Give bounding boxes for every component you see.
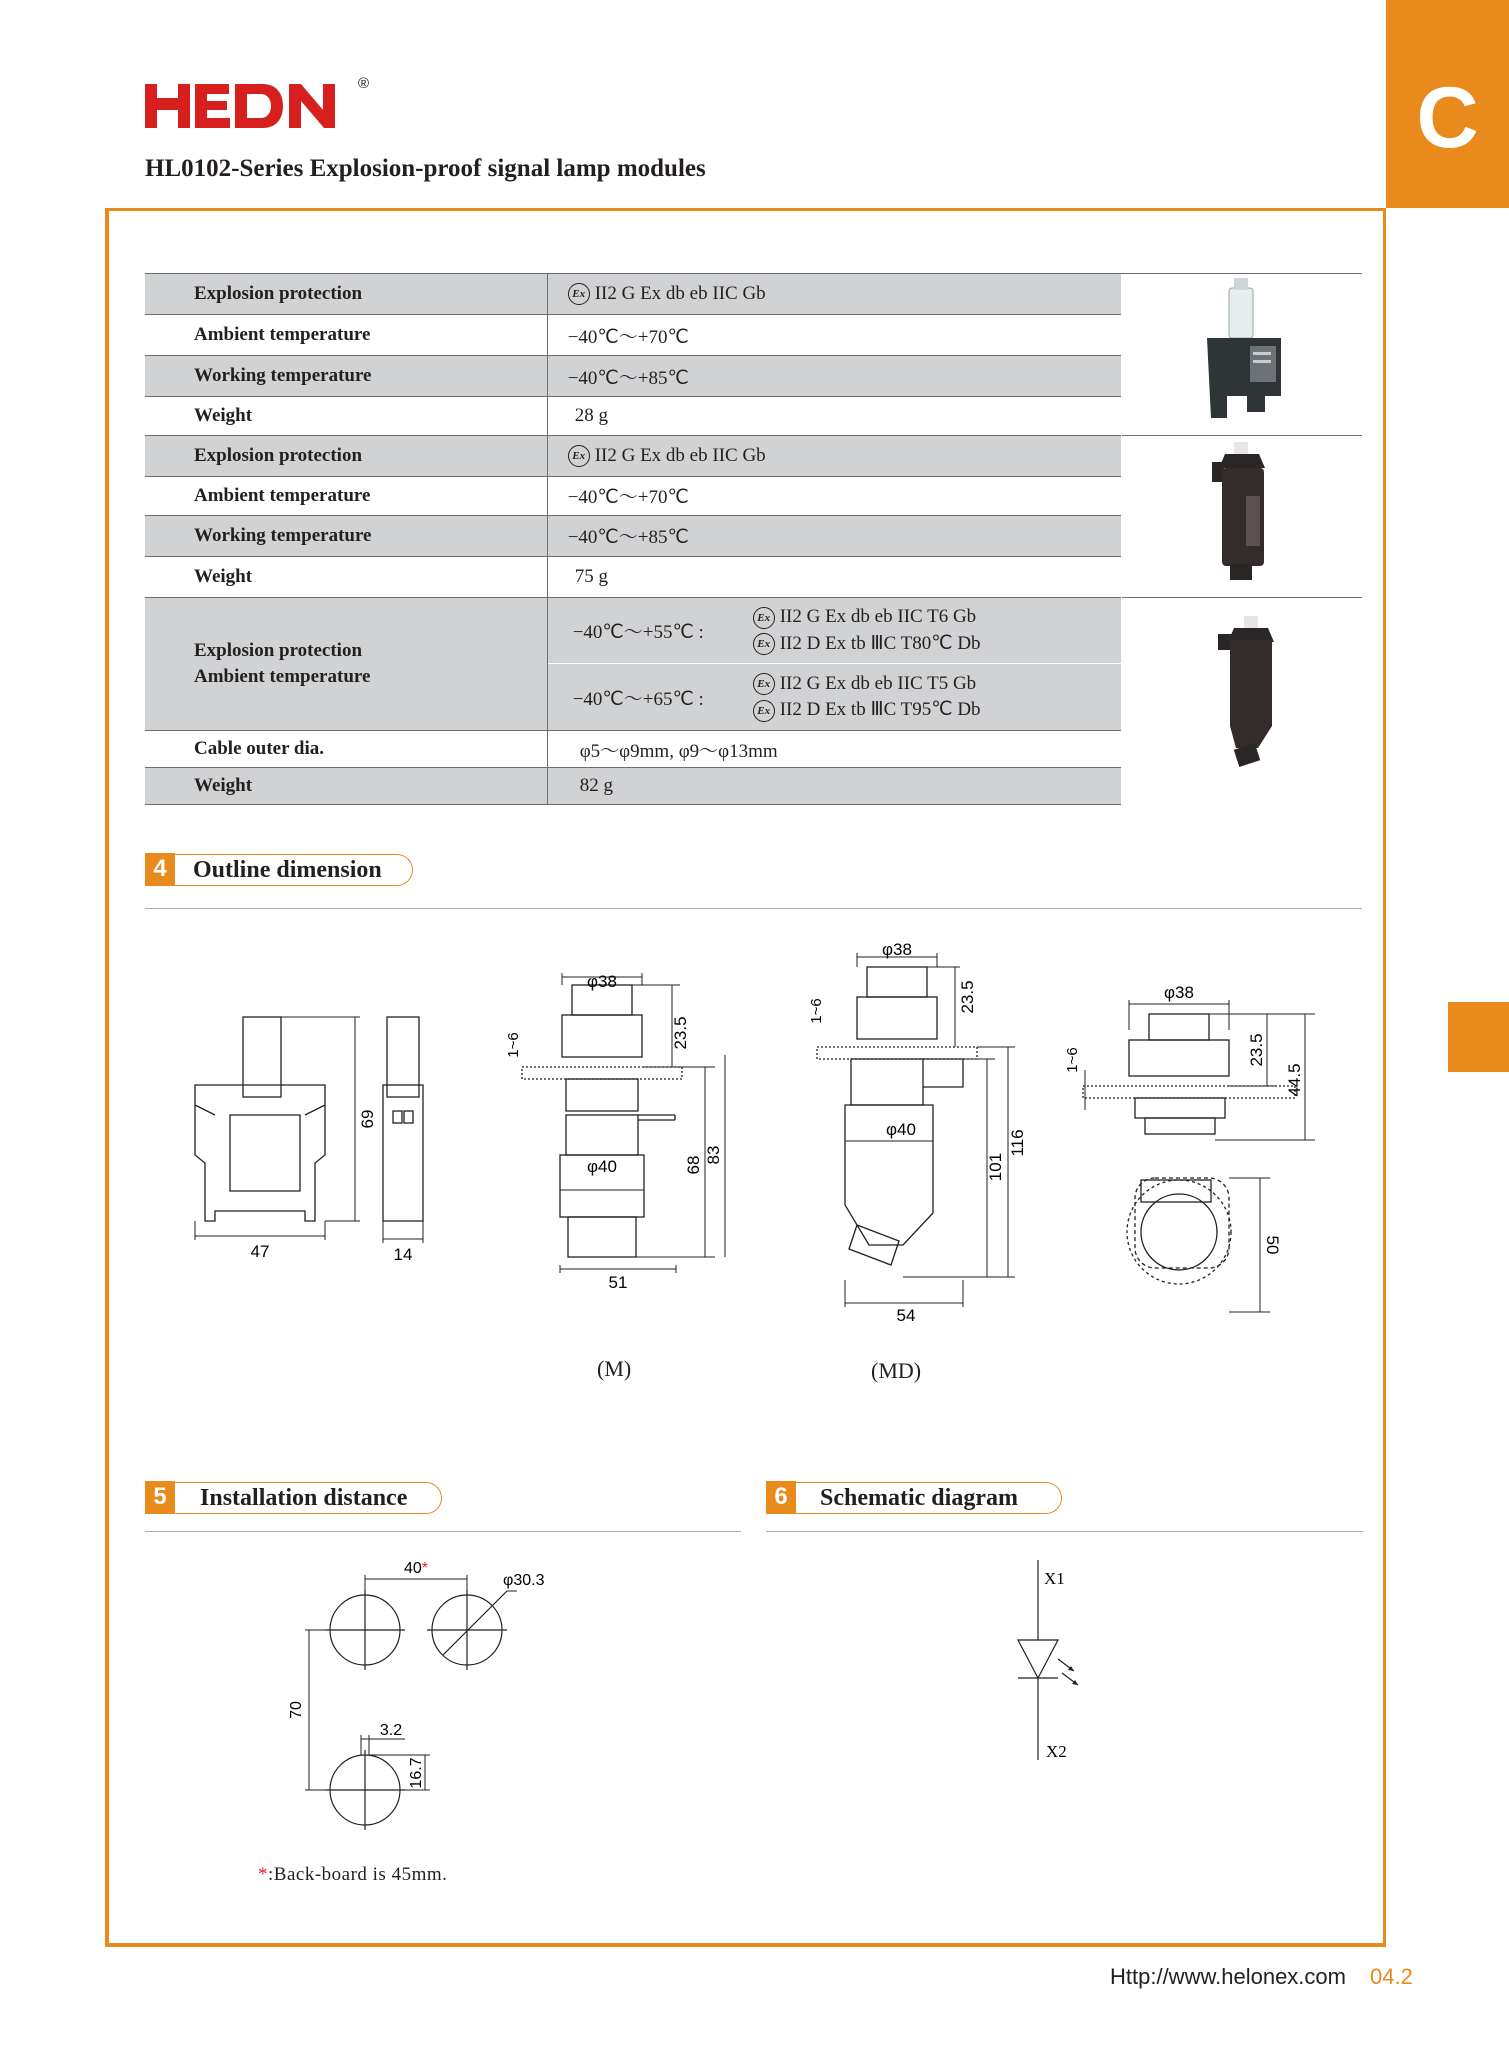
dim-height: 69 — [358, 1109, 377, 1129]
section-tab-letter: C — [1386, 0, 1509, 208]
row-label: Cable outer dia. — [145, 730, 547, 767]
document-title: HL0102-Series Explosion-proof signal lamp modules — [145, 155, 706, 182]
row-label: Weight — [145, 556, 547, 597]
dim-mid-dia: φ40 — [886, 1120, 916, 1139]
table-row — [145, 436, 1362, 477]
dim-panel: 1~6 — [808, 998, 825, 1024]
row-label: Weight — [145, 397, 547, 436]
svg-text:®: ® — [358, 75, 370, 92]
dim-top-dia: φ38 — [882, 940, 912, 959]
row-value: −40℃～+70℃ — [547, 315, 1121, 356]
row-label: Ambient temperature — [145, 315, 547, 356]
dim-top-dia: φ38 — [587, 972, 617, 991]
dim-head: 23.5 — [671, 1016, 690, 1050]
section-header-schematic: 6 Schematic diagram — [766, 1482, 1062, 1514]
row-value: −40℃～+85℃ — [547, 356, 1121, 397]
product-photo-md-type — [1122, 598, 1362, 798]
dim-panel: 1~6 — [505, 1032, 522, 1058]
outline-drawing-din-rail — [185, 1005, 375, 1270]
dim-h2: 83 — [704, 1145, 723, 1165]
svg-text:40* — [404, 1560, 428, 1577]
product-photo-m-type — [1122, 436, 1362, 591]
dim-width: 54 — [896, 1306, 916, 1325]
ex-mark-icon: Ex — [753, 607, 775, 629]
marking-line: II2 D Ex tb ⅢC T95℃ Db — [779, 699, 981, 721]
spec-table — [145, 273, 1362, 805]
installation-distance-drawing — [275, 1555, 575, 1835]
dim-h2: 116 — [1008, 1129, 1027, 1157]
dim-top-dia: φ38 — [1164, 983, 1194, 1002]
ex-mark-icon: Ex — [568, 445, 590, 467]
temp-range: −40℃～+55℃ : — [572, 622, 704, 644]
dim-mid-dia: φ40 — [587, 1157, 617, 1176]
row-value: −40℃～+85℃ — [547, 515, 1121, 556]
ex-mark-icon: Ex — [568, 283, 590, 305]
terminal-x2: X2 — [1046, 1742, 1067, 1761]
schematic-diagram — [1000, 1555, 1120, 1765]
terminal-x1: X1 — [1044, 1569, 1065, 1588]
row-label: Working temperature — [145, 515, 547, 556]
dim-head: 23.5 — [958, 980, 977, 1014]
product-photo-din-rail — [1122, 274, 1362, 429]
divider — [145, 1531, 741, 1532]
outline-drawing-m — [505, 965, 750, 1295]
row-value: 82 g — [547, 768, 1121, 804]
row-label: Ambient temperature — [194, 665, 371, 687]
marking-line: II2 G Ex db eb IIC T5 Gb — [779, 672, 977, 694]
row-value: II2 G Ex db eb IIC Gb — [594, 444, 766, 466]
section-header-install: 5 Installation distance — [145, 1482, 442, 1514]
spacing-note-mark: * — [421, 1560, 429, 1577]
dim-width: 51 — [608, 1273, 628, 1292]
row-label: Explosion protection — [145, 436, 547, 477]
ex-mark-icon: Ex — [753, 673, 775, 695]
row-value: 75 g — [547, 556, 1121, 597]
marking-line: II2 D Ex tb ⅢC T80℃ Db — [779, 632, 981, 654]
table-row — [145, 598, 1362, 664]
side-tab-marker — [1448, 1002, 1509, 1072]
section-header-outline: 4 Outline dimension — [145, 854, 413, 886]
dim-width: 47 — [250, 1242, 270, 1261]
row-value: φ5～φ9mm, φ9～φ13mm — [547, 730, 1121, 767]
dim-total: 44.5 — [1285, 1063, 1304, 1097]
dim-head: 23.5 — [1247, 1033, 1266, 1067]
row-label: Explosion protection — [145, 274, 547, 315]
dim-panel: 1~6 — [1064, 1047, 1081, 1073]
ex-mark-icon: Ex — [753, 633, 775, 655]
page-number: 04.2 — [1370, 1964, 1413, 1989]
dim-side-width: 14 — [393, 1245, 413, 1264]
row-label: Explosion protection — [194, 639, 363, 661]
table-row — [145, 274, 1362, 315]
dim-key-height: 16.7 — [408, 1757, 425, 1789]
row-label: Weight — [145, 768, 547, 804]
dim-spacing: 40 — [403, 1560, 422, 1577]
outline-drawing-md — [805, 935, 1045, 1325]
marking-line: II2 G Ex db eb IIC T6 Gb — [779, 606, 977, 628]
dim-vertical: 70 — [288, 1701, 305, 1719]
dim-h1: 68 — [684, 1155, 703, 1175]
outline-drawing-side — [375, 1005, 445, 1270]
dim-h1: 101 — [986, 1152, 1005, 1182]
row-label: Ambient temperature — [145, 477, 547, 516]
outline-drawing-panel-cutout — [1055, 960, 1330, 1325]
ex-mark-icon: Ex — [753, 700, 775, 722]
divider — [145, 908, 1362, 909]
footer-url[interactable]: Http://www.helonex.com — [1110, 1964, 1346, 1989]
row-label: Working temperature — [145, 356, 547, 397]
footnote: *:Back-board is 45mm. — [258, 1864, 448, 1885]
dim-ring: 50 — [1263, 1235, 1282, 1255]
temp-range: −40℃～+65℃ : — [572, 688, 704, 710]
divider — [766, 1531, 1363, 1532]
caption-md: (MD) — [871, 1358, 922, 1383]
dim-key-width: 3.2 — [379, 1722, 403, 1739]
row-value: II2 G Ex db eb IIC Gb — [594, 282, 766, 304]
row-value: 28 g — [547, 397, 1121, 436]
heon-logo — [145, 72, 385, 134]
row-value: −40℃～+70℃ — [547, 477, 1121, 516]
caption-m: (M) — [597, 1356, 632, 1381]
dim-dia: φ30.3 — [503, 1572, 545, 1589]
